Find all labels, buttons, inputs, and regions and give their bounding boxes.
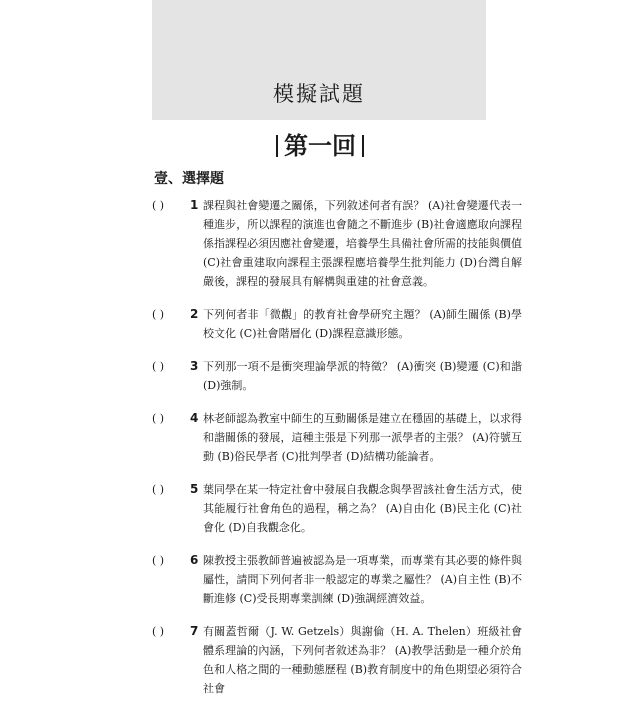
question-number: 3	[190, 359, 199, 373]
round-title-left-bar	[276, 135, 278, 157]
question-number: 6	[190, 553, 199, 567]
answer-blank: ( )	[152, 554, 165, 567]
question-number: 4	[190, 411, 199, 425]
question-item	[152, 305, 522, 343]
question-item	[152, 357, 522, 395]
question-item	[152, 409, 522, 466]
answer-blank: ( )	[152, 483, 165, 496]
round-title-text: 第一回	[284, 132, 356, 160]
question-text: 有關蓋哲爾（J. W. Getzels）與謝倫（H. A. Thelen）班級社會體系理論的內涵，下列何者敘述為非？ (A)教學活動是一種介於角色和人格之間的一種動態歷程 (B)教育制度中的角色期望必須符合社會	[203, 625, 522, 695]
question-text: 下列何者非「微觀」的教育社會學研究主題？ (A)師生關係 (B)學校文化 (C)社會階層化 (D)課程意識形態。	[203, 308, 522, 340]
section-title: 壹、選擇題	[154, 171, 224, 187]
question-item	[152, 480, 522, 537]
answer-blank: ( )	[152, 199, 165, 212]
question-text: 課程與社會變遷之關係，下列敘述何者有誤？ (A)社會變遷代表一種進步，所以課程的演進也會隨之不斷進步 (B)社會適應取向課程係指課程必須因應社會變遷，培養學生具備社會所需的技能與價值 (C)社會重建取向課程主張課程應培養學生批判能力 (D)台灣自解嚴後，課程的發展具有解構與重建的社會意義。	[203, 199, 522, 288]
question-number: 2	[190, 307, 199, 321]
question-item	[152, 196, 522, 291]
round-title-right-bar	[362, 135, 364, 157]
question-text: 下列那一項不是衝突理論學派的特徵？ (A)衝突 (B)變遷 (C)和諧 (D)強制。	[203, 360, 522, 392]
page-header-title: 模擬試題	[273, 82, 365, 106]
question-list	[152, 196, 522, 712]
question-text: 葉同學在某一特定社會中發展自我觀念與學習該社會生活方式，使其能履行社會角色的過程，稱之為？ (A)自由化 (B)民主化 (C)社會化 (D)自我觀念化。	[203, 483, 522, 534]
question-item	[152, 622, 522, 698]
answer-blank: ( )	[152, 625, 165, 638]
answer-blank: ( )	[152, 412, 165, 425]
question-text: 陳教授主張教師普遍被認為是一項專業，而專業有其必要的條件與屬性，請問下列何者非一般認定的專業之屬性？ (A)自主性 (B)不斷進修 (C)受長期專業訓練 (D)強調經濟效益。	[203, 554, 522, 605]
answer-blank: ( )	[152, 360, 165, 373]
round-title	[0, 126, 640, 161]
answer-blank: ( )	[152, 308, 165, 321]
question-number: 7	[190, 624, 199, 638]
question-item	[152, 551, 522, 608]
question-text: 林老師認為教室中師生的互動關係是建立在穩固的基礎上，以求得和諧關係的發展，這種主張是下列那一派學者的主張？ (A)符號互動 (B)俗民學者 (C)批判學者 (D)結構功能論者。	[203, 412, 522, 463]
question-number: 5	[190, 482, 199, 496]
question-number: 1	[190, 198, 199, 212]
